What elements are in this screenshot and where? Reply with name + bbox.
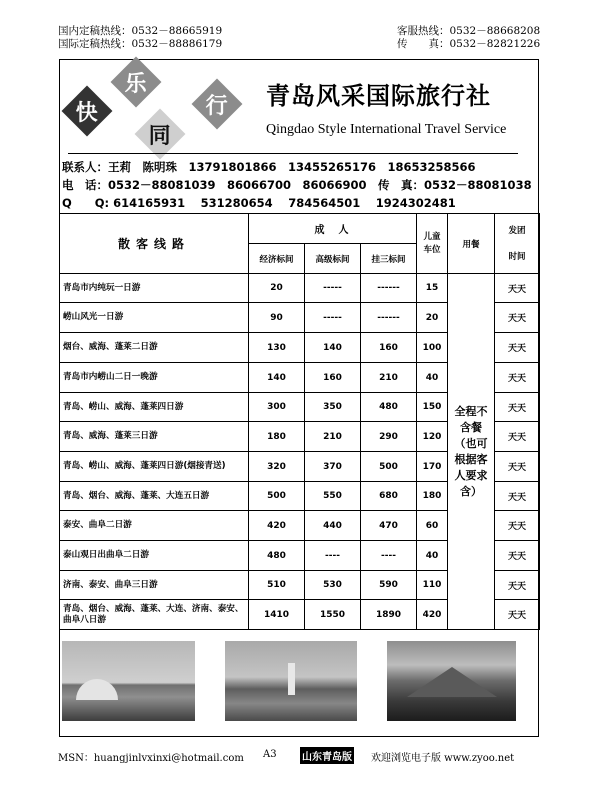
logo-diamond-3: 同	[135, 109, 186, 160]
three-star-price-cell: 1890	[361, 600, 417, 630]
child-price-cell: 110	[417, 571, 448, 600]
advanced-price-cell: 370	[305, 452, 361, 482]
header-departure: 发团时间	[495, 214, 540, 274]
logo-diamond-2: 乐	[111, 57, 162, 108]
economy-price-cell: 90	[249, 303, 305, 333]
departure-cell: 天天	[495, 303, 540, 333]
child-price-cell: 40	[417, 363, 448, 393]
economy-price-cell: 300	[249, 393, 305, 422]
advanced-price-cell: -----	[305, 274, 361, 303]
route-cell: 青岛市内纯玩一日游	[60, 274, 249, 303]
route-cell: 青岛、崂山、威海、蓬莱四日游(烟接青送)	[60, 452, 249, 482]
photo-coastal-dome	[62, 641, 195, 721]
child-price-cell: 40	[417, 541, 448, 571]
logo-mark	[62, 64, 247, 159]
economy-price-cell: 510	[249, 571, 305, 600]
route-cell: 青岛、崂山、威海、蓬莱四日游	[60, 393, 249, 422]
header-three-star: 挂三标间	[361, 244, 417, 274]
table-row	[60, 274, 540, 303]
page-number: A3	[263, 749, 277, 760]
three-star-price-cell: 160	[361, 333, 417, 363]
three-star-price-cell: ------	[361, 303, 417, 333]
child-price-cell: 420	[417, 600, 448, 630]
advanced-price-cell: 140	[305, 333, 361, 363]
departure-cell: 天天	[495, 571, 540, 600]
departure-cell: 天天	[495, 274, 540, 303]
economy-price-cell: 480	[249, 541, 305, 571]
three-star-price-cell: ----	[361, 541, 417, 571]
logo-diamond-1: 快	[62, 86, 113, 137]
footer-slogan: 欢迎浏览电子版 www.zyoo.net	[371, 753, 515, 764]
service-hotline: 客服热线：0532－88668208	[397, 25, 541, 37]
header-advanced: 高级标间	[305, 244, 361, 274]
intl-hotline: 国际定稿热线：0532－88886179	[58, 38, 223, 50]
advanced-price-cell: 210	[305, 422, 361, 452]
departure-cell: 天天	[495, 511, 540, 541]
contact-qq: Q Q: 614165931 531280654 784564501 1924302481	[62, 196, 456, 210]
route-cell: 泰山观日出曲阜二日游	[60, 541, 249, 571]
company-name-cn: 青岛风采国际旅行社	[266, 81, 491, 110]
meal-note: 全程不含餐（也可根据客人要求含）	[448, 274, 495, 630]
route-cell: 青岛市内崂山二日一晚游	[60, 363, 249, 393]
departure-cell: 天天	[495, 422, 540, 452]
departure-cell: 天天	[495, 482, 540, 511]
child-price-cell: 100	[417, 333, 448, 363]
route-cell: 济南、泰安、曲阜三日游	[60, 571, 249, 600]
three-star-price-cell: 480	[361, 393, 417, 422]
child-price-cell: 15	[417, 274, 448, 303]
departure-cell: 天天	[495, 363, 540, 393]
company-name-en: Qingdao Style International Travel Service	[266, 122, 507, 137]
three-star-price-cell: 500	[361, 452, 417, 482]
departure-cell: 天天	[495, 541, 540, 571]
header-child: 儿童车位	[417, 214, 448, 274]
footer-msn: MSN：huangjinlvxinxi@hotmail.com	[58, 753, 244, 764]
advanced-price-cell: 1550	[305, 600, 361, 630]
three-star-price-cell: 590	[361, 571, 417, 600]
departure-cell: 天天	[495, 600, 540, 630]
route-cell: 烟台、威海、蓬莱二日游	[60, 333, 249, 363]
contact-phone: 电 话：0532－88081039 86066700 86066900 传 真：0532－88081038	[62, 178, 532, 192]
advanced-price-cell: 530	[305, 571, 361, 600]
photo-lighthouse-park	[225, 641, 357, 721]
advanced-price-cell: 350	[305, 393, 361, 422]
fax-number: 传 真：0532－82821226	[397, 38, 541, 50]
route-cell: 青岛、烟台、威海、蓬莱、大连、济南、泰安、曲阜八日游	[60, 600, 249, 630]
economy-price-cell: 140	[249, 363, 305, 393]
advanced-price-cell: 160	[305, 363, 361, 393]
header-adult: 成 人	[249, 214, 417, 244]
advanced-price-cell: 440	[305, 511, 361, 541]
route-cell: 崂山风光一日游	[60, 303, 249, 333]
header-divider	[68, 153, 518, 154]
route-cell: 青岛、威海、蓬莱三日游	[60, 422, 249, 452]
departure-cell: 天天	[495, 393, 540, 422]
economy-price-cell: 1410	[249, 600, 305, 630]
child-price-cell: 20	[417, 303, 448, 333]
route-cell: 泰安、曲阜二日游	[60, 511, 249, 541]
price-table	[59, 213, 540, 630]
departure-cell: 天天	[495, 333, 540, 363]
domestic-hotline: 国内定稿热线：0532－88665919	[58, 25, 223, 37]
logo-diamond-4: 行	[192, 79, 243, 130]
three-star-price-cell: ------	[361, 274, 417, 303]
economy-price-cell: 20	[249, 274, 305, 303]
three-star-price-cell: 290	[361, 422, 417, 452]
economy-price-cell: 130	[249, 333, 305, 363]
child-price-cell: 170	[417, 452, 448, 482]
three-star-price-cell: 680	[361, 482, 417, 511]
footer-brand: 山东青岛版	[300, 747, 354, 764]
advanced-price-cell: -----	[305, 303, 361, 333]
economy-price-cell: 320	[249, 452, 305, 482]
contact-people: 联系人：王莉 陈明珠 13791801866 13455265176 18653258566	[62, 160, 476, 174]
three-star-price-cell: 210	[361, 363, 417, 393]
header-meal: 用餐	[448, 214, 495, 274]
route-cell: 青岛、烟台、威海、蓬莱、大连五日游	[60, 482, 249, 511]
three-star-price-cell: 470	[361, 511, 417, 541]
departure-cell: 天天	[495, 452, 540, 482]
child-price-cell: 180	[417, 482, 448, 511]
header-route: 散客线路	[60, 214, 249, 274]
advanced-price-cell: ----	[305, 541, 361, 571]
economy-price-cell: 500	[249, 482, 305, 511]
economy-price-cell: 180	[249, 422, 305, 452]
photo-mountain-view	[387, 641, 516, 721]
economy-price-cell: 420	[249, 511, 305, 541]
header-economy: 经济标间	[249, 244, 305, 274]
child-price-cell: 60	[417, 511, 448, 541]
advanced-price-cell: 550	[305, 482, 361, 511]
child-price-cell: 120	[417, 422, 448, 452]
child-price-cell: 150	[417, 393, 448, 422]
